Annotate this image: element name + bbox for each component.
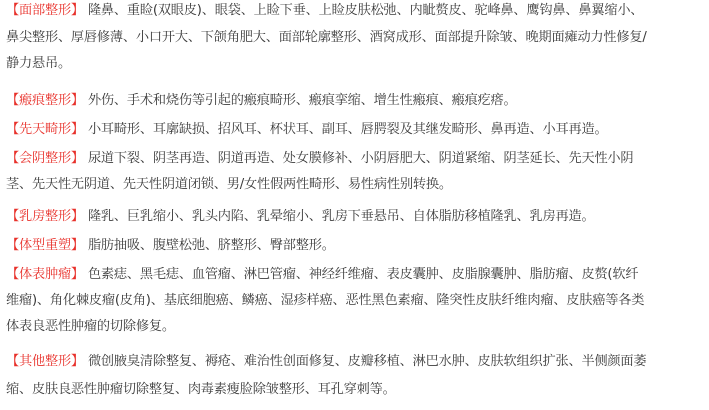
category-label: 【面部整形】 [6, 3, 84, 18]
section-other-cont [6, 381, 705, 399]
category-label: 【体型重塑】 [6, 238, 84, 253]
section-text: 脂肪抽吸、腹壁松弛、脐整形、臀部整形。 [87, 238, 335, 253]
category-label: 【其他整形】 [6, 354, 84, 369]
section-text: 色素痣、黑毛痣、血管瘤、淋巴管瘤、神经纤维瘤、表皮囊肿、皮脂腺囊肿、脂肪瘤、皮赘(软纤 [87, 267, 639, 282]
section-body-contour [6, 237, 705, 255]
category-label: 【先天畸形】 [6, 122, 84, 137]
section-text: 隆乳、巨乳缩小、乳头内陷、乳晕缩小、乳房下垂悬吊、自体脂肪移植隆乳、乳房再造。 [87, 209, 595, 224]
section-text: 缩、皮肤良恶性肿瘤切除整复、肉毒素瘦脸除皱整形、耳孔穿刺等。 [6, 382, 396, 397]
section-text: 维瘤)、角化棘皮瘤(皮角)、基底细胞癌、鳞癌、湿疹样癌、恶性黑色素瘤、隆突性皮肤纤维肉瘤、皮肤癌等各类 [6, 293, 645, 308]
section-text: 静力悬吊。 [6, 56, 71, 71]
section-text: 体表良恶性肿瘤的切除修复。 [6, 319, 175, 334]
category-label: 【乳房整形】 [6, 209, 84, 224]
section-text: 隆鼻、重睑(双眼皮)、眼袋、上睑下垂、上睑皮肤松弛、内眦赘皮、驼峰鼻、鹰钩鼻、鼻翼缩小、 [87, 3, 644, 18]
section-congenital [6, 121, 705, 139]
section-text: 外伤、手术和烧伤等引起的瘢痕畸形、瘢痕挛缩、增生性瘢痕、瘢痕疙瘩。 [87, 93, 517, 108]
section-breast [6, 208, 705, 226]
category-label: 【会阴整形】 [6, 151, 84, 166]
section-perineal-cont [6, 176, 705, 194]
category-label: 【瘢痕整形】 [6, 93, 84, 108]
section-surface-tumor-cont [6, 292, 705, 310]
section-other [6, 353, 705, 371]
section-text: 鼻尖整形、厚唇修薄、小口开大、下颌角肥大、面部轮廓整形、酒窝成形、面部提升除皱、晚期面瘫动力性修复/ [6, 30, 647, 45]
category-label: 【体表肿瘤】 [6, 267, 84, 282]
section-facial-cont [6, 29, 705, 47]
section-scar [6, 92, 705, 110]
section-facial [6, 2, 705, 20]
section-text: 茎、先天性无阴道、先天性阴道闭锁、男/女性假两性畸形、易性病性别转换。 [6, 177, 452, 192]
section-facial-cont [6, 55, 705, 73]
section-text: 小耳畸形、耳廓缺损、招风耳、杯状耳、副耳、唇腭裂及其继发畸形、鼻再造、小耳再造。 [87, 122, 608, 137]
section-perineal [6, 150, 705, 168]
section-text: 尿道下裂、阴茎再造、阴道再造、处女膜修补、小阴唇肥大、阴道紧缩、阴茎延长、先天性小阴 [87, 151, 634, 166]
section-surface-tumor [6, 266, 705, 284]
section-surface-tumor-cont [6, 318, 705, 336]
section-text: 微创腋臭清除整复、褥疮、难治性创面修复、皮瓣移植、淋巴水肿、皮肤软组织扩张、半侧颜面萎 [87, 354, 647, 369]
